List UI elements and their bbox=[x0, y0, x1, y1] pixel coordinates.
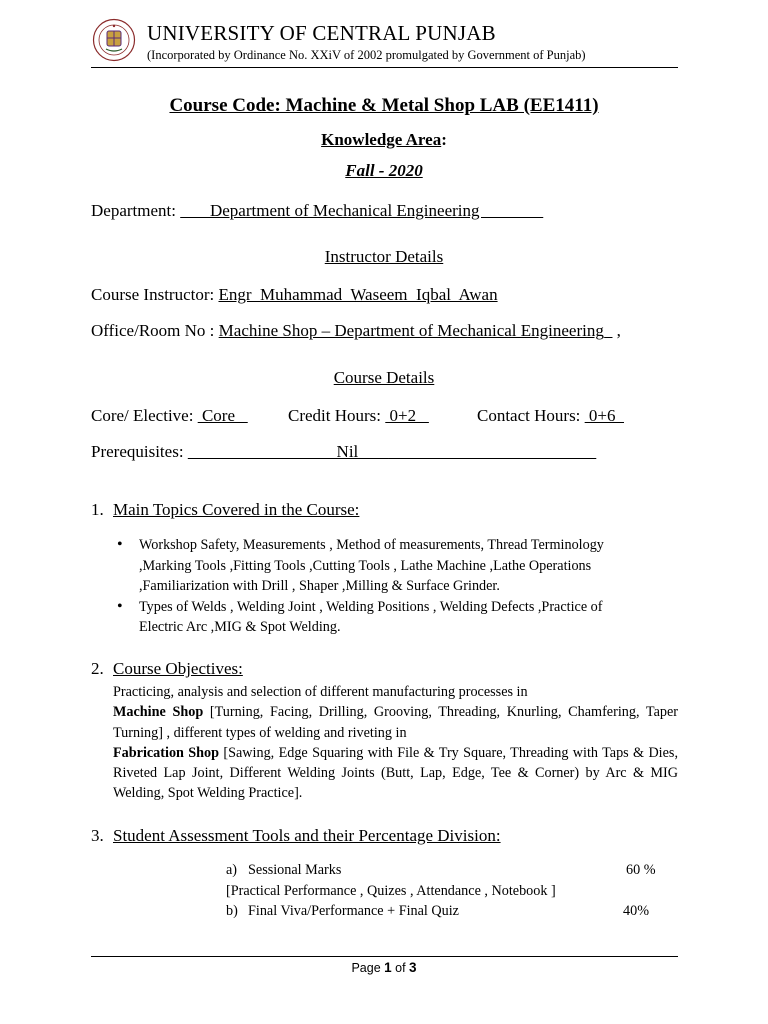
prereq-trail bbox=[388, 442, 596, 461]
core-value: Core bbox=[197, 406, 248, 425]
section-1-title: Main Topics Covered in the Course: bbox=[113, 500, 360, 519]
department-value: Department of Mechanical Engineering bbox=[180, 201, 544, 220]
objectives-fabrication-shop bbox=[113, 743, 678, 804]
contact-label: Contact Hours: bbox=[477, 406, 585, 425]
credit-value: 0+2 bbox=[385, 406, 429, 425]
course-title: Course Code: Machine & Metal Shop LAB (EE1411) bbox=[169, 95, 599, 116]
topics-list bbox=[117, 535, 647, 638]
core-label: Core/ Elective: bbox=[91, 406, 198, 425]
instructor-label: Course Instructor: bbox=[91, 285, 219, 304]
credit-hours-line bbox=[288, 406, 429, 426]
section-1-number: 1. bbox=[91, 500, 104, 519]
contact-hours-line bbox=[477, 406, 624, 426]
objectives-paragraph bbox=[113, 682, 678, 804]
instructor-line bbox=[91, 285, 498, 305]
prerequisites-line bbox=[91, 442, 596, 462]
list-item: • Types of Welds , Welding Joint , Welding Positions , Welding Defects ,Practice of Electric Arc ,MIG & Spot Welding. bbox=[117, 597, 647, 638]
section-2-heading bbox=[0, 659, 768, 683]
instructor-value: Engr Muhammad Waseem Iqbal Awan bbox=[218, 285, 498, 304]
knowledge-area bbox=[0, 130, 768, 150]
current-page: 1 bbox=[384, 960, 392, 975]
section-3-number: 3. bbox=[91, 826, 104, 845]
office-line bbox=[91, 321, 621, 341]
section-2-number: 2. bbox=[91, 659, 104, 678]
instructor-heading bbox=[0, 247, 768, 267]
page-word: Page bbox=[351, 961, 385, 975]
assessment-a-percent: 60 % bbox=[626, 862, 656, 878]
office-label: Office/Room No : bbox=[91, 321, 219, 340]
incorporation-note: (Incorporated by Ordinance No. XXiV of 2002 promulgated by Government of Punjab) bbox=[147, 48, 586, 62]
section-3-title: Student Assessment Tools and their Percentage Division: bbox=[113, 826, 501, 845]
objectives-intro: Practicing, analysis and selection of different manufacturing processes in bbox=[113, 684, 528, 700]
assessment-b-label: b) bbox=[226, 903, 238, 919]
prereq-value: Nil bbox=[187, 442, 389, 461]
knowledge-area-label: Knowledge Area bbox=[321, 130, 442, 149]
contact-value: 0+6 bbox=[584, 406, 624, 425]
machine-shop-text: [Turning, Facing, Drilling, Grooving, Threading, Knurling, Chamfering, Taper Turning] , different types of welding and riveting in bbox=[113, 704, 678, 741]
section-3-heading bbox=[0, 826, 768, 850]
fabrication-shop-text: [Sawing, Edge Squaring with File & Try Square, Threading with Taps & Dies, Riveted Lap Joint, Different Welding Joints (Butt, Lap, Edge, Tee & Corner) by Arc & MIG Welding, Spot Welding Practice]. bbox=[113, 744, 678, 802]
knowledge-area-colon: : bbox=[441, 130, 447, 149]
department-label: Department: bbox=[91, 201, 181, 220]
assessment-b-percent: 40% bbox=[623, 903, 650, 919]
fabrication-shop-label: Fabrication Shop bbox=[113, 744, 220, 761]
footer-divider bbox=[91, 956, 678, 957]
assessment-a-label: a) bbox=[226, 862, 238, 878]
office-value: Machine Shop – Department of Mechanical Engineering_ bbox=[218, 321, 613, 340]
university-name: UNIVERSITY OF CENTRAL PUNJAB bbox=[147, 21, 496, 45]
page-number bbox=[0, 960, 768, 975]
core-elective-line bbox=[91, 406, 248, 426]
list-item: • Workshop Safety, Measurements , Method of measurements, Thread Terminology ,Marking Tools ,Fitting Tools ,Cutting Tools , Lathe Machine ,Lathe Operations ,Familiarization with Drill , Shaper ,Milling & Surface Grinder. bbox=[117, 535, 647, 597]
assessment-a-text: Sessional Marks bbox=[248, 862, 342, 878]
credit-label: Credit Hours: bbox=[288, 406, 386, 425]
of-word: of bbox=[391, 961, 410, 975]
machine-shop-label: Machine Shop bbox=[113, 704, 204, 721]
term: Fall - 2020 bbox=[345, 161, 423, 180]
university-logo-seal bbox=[92, 18, 136, 62]
course-details-heading bbox=[0, 368, 768, 388]
assessment-b-text: Final Viva/Performance + Final Quiz bbox=[248, 903, 459, 919]
department-line bbox=[91, 201, 543, 221]
office-suffix: , bbox=[612, 321, 621, 340]
course-details-heading-text: Course Details bbox=[333, 368, 435, 387]
header-divider bbox=[91, 67, 678, 68]
total-pages: 3 bbox=[409, 960, 417, 975]
prereq-label: Prerequisites: bbox=[91, 442, 188, 461]
section-2-title: Course Objectives: bbox=[113, 659, 243, 678]
section-1-heading bbox=[0, 500, 768, 524]
instructor-heading-text: Instructor Details bbox=[324, 247, 444, 266]
objectives-machine-shop bbox=[113, 702, 678, 743]
assessment-a-detail: [Practical Performance , Quizes , Attendance , Notebook ] bbox=[226, 883, 556, 899]
